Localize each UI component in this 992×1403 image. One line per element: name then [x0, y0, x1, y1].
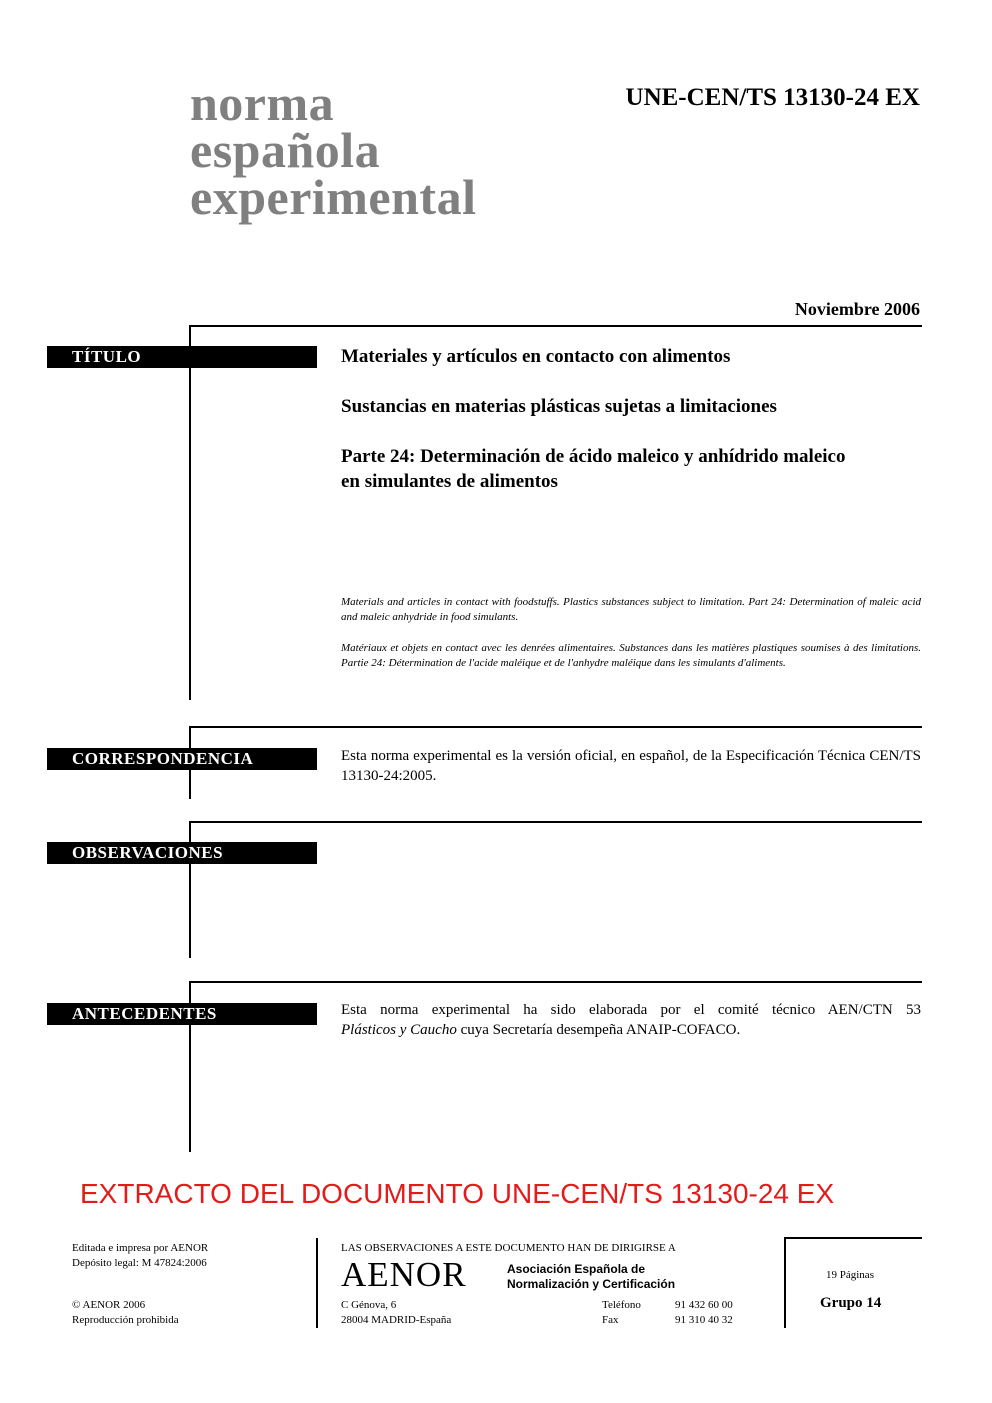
- correspondencia-text: Esta norma experimental es la versión oficial, en español, de la Especificación Técnica CEN/TS 13130-24:2005.: [341, 748, 921, 784]
- pages-box-top-rule: [784, 1237, 922, 1239]
- title-line-2: española: [190, 122, 381, 178]
- secretariat-text: cuya Secretaría desempeña ANAIP-COFACO.: [456, 1022, 741, 1038]
- reproduction-notice: Reproducción prohibida: [72, 1314, 179, 1326]
- aenor-logo: AENOR: [341, 1255, 467, 1294]
- title-part-line-2: en simulantes de alimentos: [341, 471, 558, 492]
- pages-box-left-rule: [784, 1237, 786, 1328]
- document-code: UNE-CEN/TS 13130-24 EX: [625, 84, 920, 111]
- titulo-vertical-rule: [189, 325, 191, 700]
- price-group: Grupo 14: [820, 1295, 882, 1311]
- page-count: 19 Páginas: [826, 1269, 874, 1281]
- correspondencia-divider: [189, 726, 922, 728]
- legal-deposit: Depósito legal: M 47824:2006: [72, 1257, 207, 1269]
- titulo-divider: [189, 325, 922, 327]
- antecedentes-text-line-1: Esta norma experimental ha sido elaborada por el comité técnico AEN/CTN 53: [341, 1002, 921, 1018]
- phone-label: Teléfono: [602, 1299, 641, 1311]
- antecedentes-divider: [189, 981, 922, 983]
- address-street: C Génova, 6: [341, 1299, 397, 1311]
- title-line-3: experimental: [190, 169, 477, 225]
- correspondencia-label: CORRESPONDENCIA: [47, 748, 317, 770]
- english-title: Materials and articles in contact with foodstuffs. Plastics substances subject to limitation. Part 24: Determination of maleic acid and maleic anhydride in food simulants.: [341, 596, 921, 623]
- title-sub: Sustancias en materias plásticas sujetas a limitaciones: [341, 396, 777, 417]
- observaciones-divider: [189, 821, 922, 823]
- title-line-1: norma: [190, 75, 335, 131]
- document-date: Noviembre 2006: [794, 299, 920, 319]
- title-main: Materiales y artículos en contacto con alimentos: [341, 346, 731, 367]
- footer-divider-left: [316, 1238, 318, 1328]
- antecedentes-text: [341, 1000, 921, 1040]
- association-line-1: Asociación Española de: [507, 1262, 646, 1276]
- fax-number: 91 310 40 32: [675, 1314, 733, 1326]
- fax-label: Fax: [602, 1314, 619, 1326]
- copyright: © AENOR 2006: [72, 1299, 146, 1311]
- antecedentes-label: ANTECEDENTES: [47, 1003, 317, 1025]
- title-part-line-1: Parte 24: Determinación de ácido maleico y anhídrido maleico: [341, 446, 846, 467]
- committee-name: Plásticos y Caucho: [341, 1022, 457, 1038]
- address-city: 28004 MADRID-España: [341, 1314, 452, 1326]
- norma-espanola-experimental-title: [190, 75, 477, 225]
- phone-number: 91 432 60 00: [675, 1299, 733, 1311]
- association-line-2: Normalización y Certificación: [507, 1277, 676, 1291]
- edited-by: Editada e impresa por AENOR: [72, 1242, 209, 1254]
- observaciones-label: OBSERVACIONES: [47, 842, 317, 864]
- aenor-association: [507, 1262, 675, 1292]
- extract-banner: EXTRACTO DEL DOCUMENTO UNE-CEN/TS 13130-24 EX: [80, 1178, 835, 1209]
- antecedentes-text-line-2: [341, 1020, 921, 1040]
- french-title: Matériaux et objets en contact avec les denrées alimentaires. Substances dans les matières plastiques soumises à des limitations. Partie 24: Détermination de l'acide maléique et de l'anhydre maléique dans les simulants d'aliments.: [341, 642, 921, 669]
- observations-note: LAS OBSERVACIONES A ESTE DOCUMENTO HAN DE DIRIGIRSE A: [341, 1242, 676, 1254]
- titulo-label: TÍTULO: [47, 346, 317, 368]
